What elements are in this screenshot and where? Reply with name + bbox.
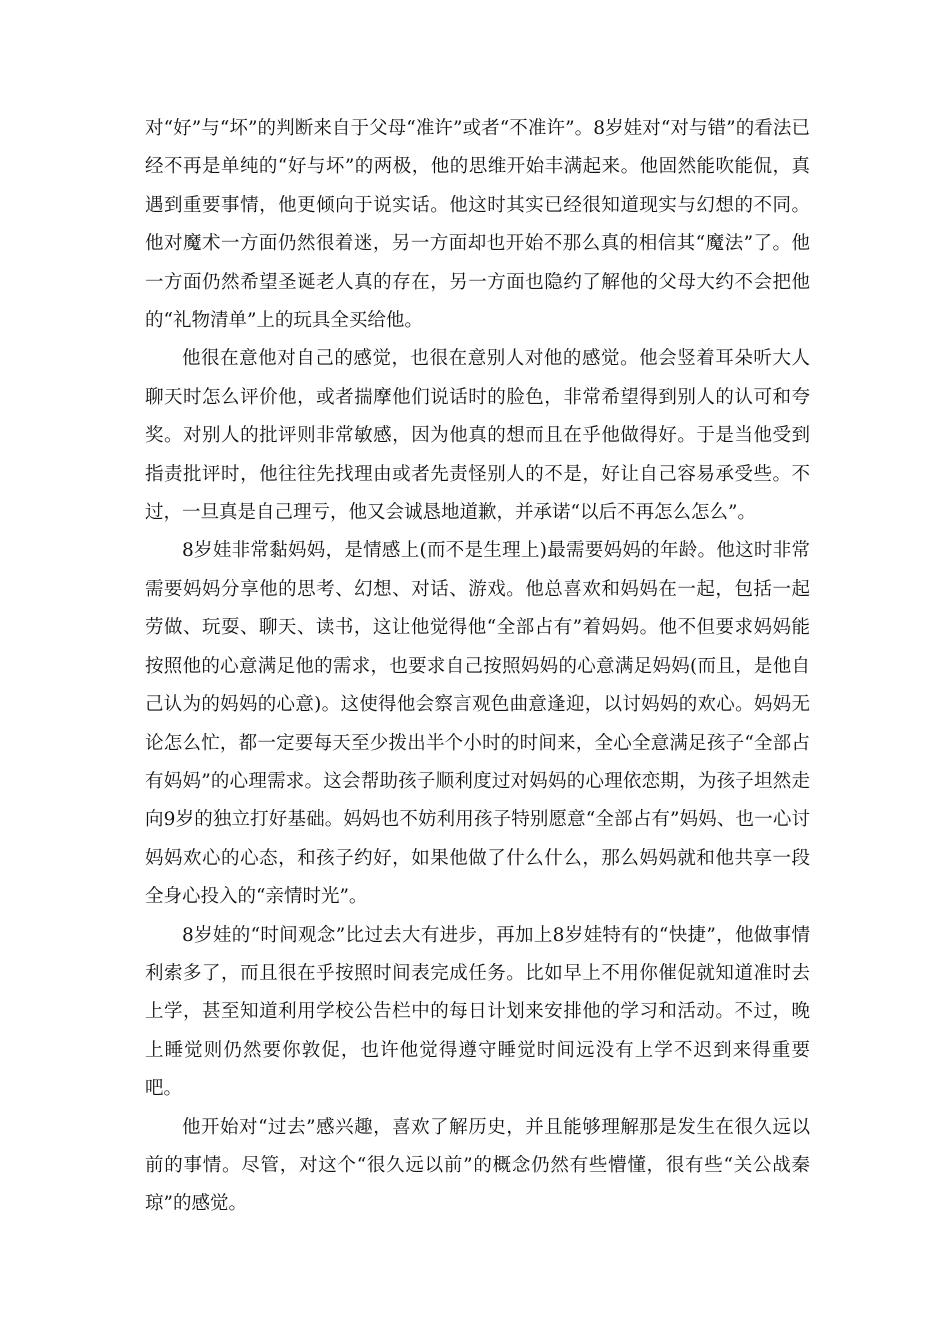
paragraph-5: 他开始对“过去”感兴趣，喜欢了解历史，并且能够理解那是发生在很久远以前的事情。尽管，对这个“很久远以前”的概念仍然有些懵懂，很有些“关公战秦琼”的感觉。 [145, 1116, 810, 1215]
paragraph-3: 8岁娃非常黏妈妈，是情感上(而不是生理上)最需要妈妈的年龄。他这时非常需要妈妈分享他的思考、幻想、对话、游戏。他总喜欢和妈妈在一起，包括一起劳做、玩耍、聊天、读书，这让他觉得他“全部占有”着妈妈。他不但要求妈妈能按照他的心意满足他的需求，也要求自己按照妈妈的心意满足妈妈(而且，是他自己认为的妈妈的心意)。这使得他会察言观色曲意逢迎，以讨妈妈的欢心。妈妈无论怎么忙，都一定要每天至少拨出半个小时的时间来，全心全意满足孩子“全部占有妈妈”的心理需求。这会帮助孩子顺利度过对妈妈的心理依恋期，为孩子坦然走向9岁的独立打好基础。妈妈也不妨利用孩子特别愿意“全部占有”妈妈、也一心讨妈妈欢心的心态，和孩子约好，如果他做了什么什么，那么妈妈就和他共享一段全身心投入的“亲情时光”。 [145, 540, 810, 908]
paragraph-1: 对“好”与“坏”的判断来自于父母“准许”或者“不准许”。8岁娃对“对与错”的看法已经不再是单纯的“好与坏”的两极，他的思维开始丰满起来。他固然能吹能侃，真遇到重要事情，他更倾向于说实话。他这时其实已经很知道现实与幻想的不同。他对魔术一方面仍然很着迷，另一方面却也开始不那么真的相信其“魔法”了。他一方面仍然希望圣诞老人真的存在，另一方面也隐约了解他的父母大约不会把他的“礼物清单”上的玩具全买给他。 [145, 118, 810, 332]
document-page [145, 110, 810, 1224]
paragraph-2: 他很在意他对自己的感觉，也很在意别人对他的感觉。他会竖着耳朵听大人聊天时怎么评价他，或者揣摩他们说话时的脸色，非常希望得到别人的认可和夸奖。对别人的批评则非常敏感，因为他真的想而且在乎他做得好。于是当他受到指责批评时，他往往先找理由或者先责怪别人的不是，好让自己容易承受些。不过，一旦真是自己理亏，他又会诚恳地道歉，并承诺“以后不再怎么怎么”。 [145, 348, 810, 524]
paragraph-4: 8岁娃的“时间观念”比过去大有进步，再加上8岁娃特有的“快捷”，他做事情利索多了，而且很在乎按照时间表完成任务。比如早上不用你催促就知道准时去上学，甚至知道利用学校公告栏中的每日计划来安排他的学习和活动。不过，晚上睡觉则仍然要你敦促，也许他觉得遵守睡觉时间远没有上学不迟到来得重要吧。 [145, 924, 810, 1100]
